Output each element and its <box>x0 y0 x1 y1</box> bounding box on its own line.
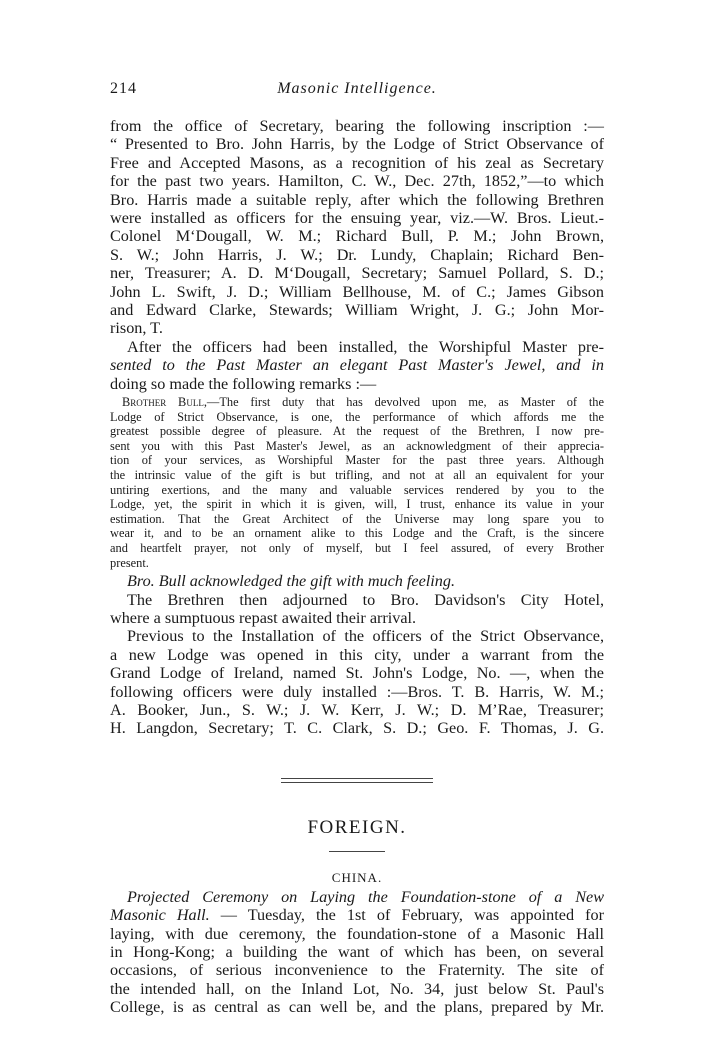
text-line: Brother Bull,—The first duty that has devolved upon me, as Master of the <box>122 395 604 410</box>
text-line: from the office of Secretary, bearing the following inscription :— <box>110 117 604 135</box>
article-heading-end: Masonic Hall. <box>110 906 210 925</box>
text-line: John L. Swift, J. D.; William Bellhouse, M. of C.; James Gibson <box>110 282 604 301</box>
text-line: Colonel M‘Dougall, W. M.; Richard Bull, P. M.; John Brown, <box>110 227 604 246</box>
text-line: and Edward Clarke, Stewards; William Wright, J. G.; John Mor- <box>110 301 604 320</box>
paragraph-new-lodge <box>110 627 604 737</box>
text-line: A. Booker, Jun., S. W.; J. W. Kerr, J. W.; D. M’Rae, Treasurer; <box>110 701 604 720</box>
paragraph-adjourned <box>110 591 604 628</box>
text-line: estimation. That the Great Architect of the Universe may long spare you to <box>110 511 604 526</box>
text-line: where a sumptuous repast awaited their arrival. <box>110 609 417 628</box>
text-line: Free and Accepted Masons, as a recognition of his zeal as Secretary <box>110 153 604 172</box>
text-line: present. <box>110 555 149 570</box>
text-line: rison, T. <box>110 319 163 338</box>
speech-block <box>110 395 604 570</box>
page-header <box>110 80 604 104</box>
text-line: College, is as central as can well be, and the plans, prepared by Mr. <box>110 998 604 1017</box>
paragraph-jewel <box>110 338 604 393</box>
section-title: FOREIGN. <box>307 816 407 838</box>
text-line: Lodge, yet, the spirit in which it is given, will, I trust, enhance its value in your <box>110 497 604 512</box>
text-line: ner, Treasurer; A. D. M‘Dougall, Secretary; Samuel Pollard, S. D.; <box>110 264 604 283</box>
text-line: doing so made the following remarks :— <box>110 374 377 393</box>
text-line: Lodge of Strict Observance, is one, the performance of which affords me the <box>110 409 604 424</box>
text-line: laying, with due ceremony, the foundation-stone of a Masonic Hall <box>110 924 604 943</box>
running-title: Masonic Intelligence. <box>277 80 437 97</box>
text-line: the intended hall, on the Inland Lot, No. 34, just below St. Paul's <box>110 979 604 998</box>
text-line: occasions, of serious inconvenience to the Fraternity. The site of <box>110 961 604 980</box>
text-line: After the officers had been installed, the Worshipful Master pre- <box>127 337 604 356</box>
text-line: “ Presented to Bro. John Harris, by the Lodge of Strict Observance of <box>110 135 604 154</box>
paragraph-acknowledgement <box>110 572 604 590</box>
text-line: wear it, and to be an ornament alike to this Lodge and the Craft, is the sincere <box>110 526 604 541</box>
speech-salutation: Brother Bull, <box>122 395 207 410</box>
page-number: 214 <box>110 80 137 97</box>
article-body <box>110 117 604 1017</box>
text-line: for the past two years. Hamilton, C. W., Dec. 27th, 1852,”—to which <box>110 172 604 191</box>
text-line: were installed as officers for the ensuing year, viz.—W. Bros. Lieut.- <box>110 209 604 228</box>
text-line: Bro. Harris made a suitable reply, after which the following Brethren <box>110 190 604 209</box>
text-line: sented to the Past Master an elegant Past Master's Jewel, and in <box>110 356 604 375</box>
paragraph-inscription <box>110 117 604 338</box>
text-line: and heartfelt prayer, not only of myself, but I feel assured, of every Brother <box>110 541 604 556</box>
text-line: Previous to the Installation of the officers of the Strict Observance, <box>127 627 604 646</box>
section-divider <box>281 778 433 783</box>
text-line: tion of your services, as Worshipful Master for the past three years. Although <box>110 453 604 468</box>
article-heading: Projected Ceremony on Laying the Foundation-stone of a New <box>127 887 604 906</box>
text-line: The Brethren then adjourned to Bro. Davidson's City Hotel, <box>127 590 604 609</box>
text-line: following officers were duly installed :—Bros. T. B. Harris, W. M.; <box>110 682 604 701</box>
text-line: Masonic Hall. — Tuesday, the 1st of February, was appointed for <box>110 906 604 925</box>
paragraph-china <box>110 888 604 1017</box>
text-line: H. Langdon, Secretary; T. C. Clark, S. D.; Geo. F. Thomas, J. G. <box>110 719 604 738</box>
text-line: a new Lodge was opened in this city, under a warrant from the <box>110 645 604 664</box>
text-line: the intrinsic value of the gift is but trifling, and not at all an equivalent for your <box>110 468 604 483</box>
text-line: untiring exertions, and the many and valuable services rendered by you to the <box>110 482 604 497</box>
text-line: S. W.; John Harris, J. W.; Dr. Lundy, Chaplain; Richard Ben- <box>110 245 604 264</box>
text-line: Grand Lodge of Ireland, named St. John's Lodge, No. —, when the <box>110 664 604 683</box>
text-line: Bro. Bull acknowledged the gift with much feeling. <box>127 572 456 591</box>
section-subtitle: CHINA. <box>331 870 383 886</box>
text-line: in Hong-Kong; a building the want of which has been, on several <box>110 942 604 961</box>
text-line: sent you with this Past Master's Jewel, as an acknowledgment of their apprecia- <box>110 438 604 453</box>
text-line: greatest possible degree of pleasure. At the request of the Brethren, I now pre- <box>110 424 604 439</box>
document-page <box>110 80 604 1017</box>
short-rule <box>329 851 385 852</box>
